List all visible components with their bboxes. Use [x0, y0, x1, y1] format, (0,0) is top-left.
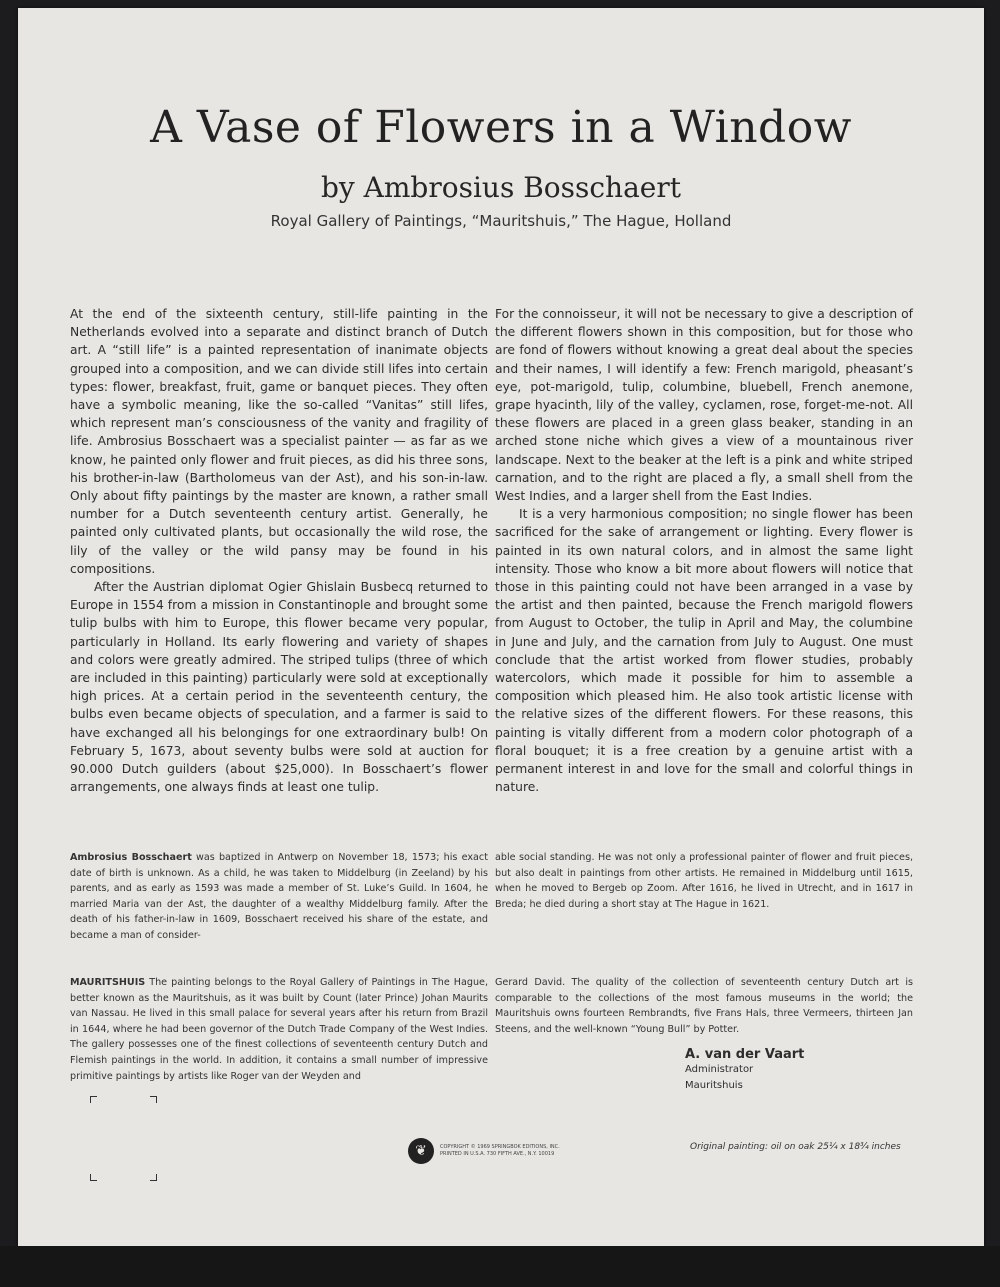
bio-text-right: able social standing. He was not only a professional painter of flower and fruit pieces, but also dealt in paintings from other artists. He remained in Middelburg until 1615, when he moved to Bergeb op Zoom. After 1616, he lived in Utrecht, and in 1617 in Breda; he died during a short stay at The Hague in 1621.: [495, 852, 913, 910]
signature-block: [685, 1047, 804, 1094]
essay-right-column: [495, 305, 913, 796]
museum-left: [70, 975, 488, 1084]
copyright-text: COPYRIGHT © 1969 SPRINGBOK EDITIONS, INC. PRINTED IN U.S.A. 730 FIFTH AVE., N.Y. 10019: [440, 1144, 560, 1157]
box-edge: [0, 1246, 1000, 1287]
signature-org: Mauritshuis: [685, 1080, 743, 1091]
signature-role: Administrator: [685, 1064, 754, 1075]
gallery-line: Royal Gallery of Paintings, “Mauritshuis,” The Hague, Holland: [270, 212, 732, 230]
essay-paragraph: At the end of the sixteenth century, still-life painting in the Netherlands evolved into a separate and distinct branch of Dutch art. A “still life” is a painted representation of inanimate objects grouped into a composition, and we can divide still lifes into certain types: flower, breakfast, fruit, game or banquet pieces. They often have a symbolic meaning, like the so-called “Vanitas” still lifes, which represent man’s consciousness of the vanity and fragility of life. Ambrosius Bosschaert was a specialist painter — as far as we know, he painted only flower and fruit pieces, as did his three sons, his brother-in-law (Bartholomeus van der Ast), and his son-in-law. Only about fifty paintings by the master are known, a rather small number for a Dutch seventeenth century artist. Generally, he painted only cultivated plants, but occasionally the wild rose, the lily of the valley or the wild pansy may be found in his compositions.: [70, 307, 488, 576]
publisher-mark: [408, 1138, 570, 1164]
signature-name: A. van der Vaart: [685, 1047, 805, 1062]
museum-text-left: The painting belongs to the Royal Gallery of Paintings in The Hague, better known as the Mauritshuis, as it was built by Count (later Prince) Johan Maurits van Nassau. He lived in this small palace for several years after his return from Brazil in 1644, where he had been governor of the Dutch Trade Company of the West Indies. The gallery possesses one of the finest collections of seventeenth century Dutch and Flemish paintings in the world. In addition, it contains a small number of impressive primitive paintings by artists like Roger van der Weyden and: [70, 977, 488, 1082]
page-title: A Vase of Flowers in a Window: [150, 102, 852, 153]
bio-right: [495, 850, 913, 912]
original-painting-note: Original painting: oil on oak 25¼ x 18¾ inches: [690, 1142, 901, 1152]
bio-text-left: was baptized in Antwerp on November 18, 1573; his exact date of birth is unknown. As a child, he was taken to Middelburg (in Zeeland) by his parents, and as early as 1593 was made a member of St. Luke’s Guild. In 1604, he married Maria van der Ast, the daughter of a wealthy Middelburg family. After the death of his father-in-law in 1609, Bosschaert received his share of the estate, and became a man of consider-: [70, 852, 488, 941]
crop-mark: [150, 1096, 157, 1103]
bio-left: [70, 850, 488, 944]
springbok-logo-icon: ❦: [408, 1138, 434, 1164]
crop-mark: [90, 1096, 97, 1103]
museum-right: [495, 975, 913, 1037]
crop-mark: [150, 1174, 157, 1181]
essay-paragraph: After the Austrian diplomat Ogier Ghislain Busbecq returned to Europe in 1554 from a mission in Constantinople and brought some tulip bulbs with him to Europe, this flower became very popular, particularly in Holland. Its early flowering and variety of shapes and colors were greatly admired. The striped tulips (three of which are included in this painting) particularly were sold at exceptionally high prices. At a certain period in the seventeenth century, the bulbs even became objects of speculation, and a farmer is said to have exchanged all his belongings for one extraordinary bulb! On February 5, 1673, about seventy bulbs were sold at auction for 90.000 Dutch guilders (about $25,000). In Bosschaert’s flower arrangements, one always finds at least one tulip.: [70, 580, 488, 795]
essay-paragraph: For the connoisseur, it will not be necessary to give a description of the different flowers shown in this composition, but for those who are fond of flowers without knowing a great deal about the species and their names, I will identify a few: French marigold, pheasant’s eye, pot-marigold, tulip, columbine, bluebell, French anemone, grape hyacinth, lily of the valley, cyclamen, rose, forget-me-not. All these flowers are placed in a green glass beaker, standing in an arched stone niche which gives a view of a mountainous river landscape. Next to the beaker at the left is a pink and white striped carnation, and to the right are placed a fly, a small shell from the West Indies, and a larger shell from the East Indies.: [495, 307, 913, 504]
essay-paragraph: It is a very harmonious composition; no single flower has been sacrificed for the sake of arrangement or lighting. Every flower is painted in its own natural colors, and in almost the same light intensity. Those who know a bit more about flowers will notice that those in this painting could not have been arranged in a vase by the artist and then painted, because the French marigold flowers from August to October, the tulip in April and May, the columbine in June and July, and the carnation from July to August. One must conclude that the artist worked from flower studies, probably watercolors, which made it possible for him to assemble a composition which pleased him. He also took artistic license with the relative sizes of the different flowers. For these reasons, this painting is vitally different from a modern color photograph of a floral bouquet; it is a free creation by a genuine artist with a permanent interest in and love for the small and colorful things in nature.: [495, 507, 913, 795]
artist-byline: by Ambrosius Bosschaert: [321, 171, 681, 204]
crop-mark: [90, 1174, 97, 1181]
museum-lead: MAURITSHUIS: [70, 977, 146, 988]
museum-text-right: Gerard David. The quality of the collection of seventeenth century Dutch art is comparable to the collections of the most famous museums in the world; the Mauritshuis owns fourteen Rembrandts, five Frans Hals, three Vermeers, thirteen Jan Steens, and the well-known “Young Bull” by Potter.: [495, 977, 913, 1035]
essay-left-column: [70, 305, 488, 796]
bio-lead: Ambrosius Bosschaert: [70, 852, 192, 863]
